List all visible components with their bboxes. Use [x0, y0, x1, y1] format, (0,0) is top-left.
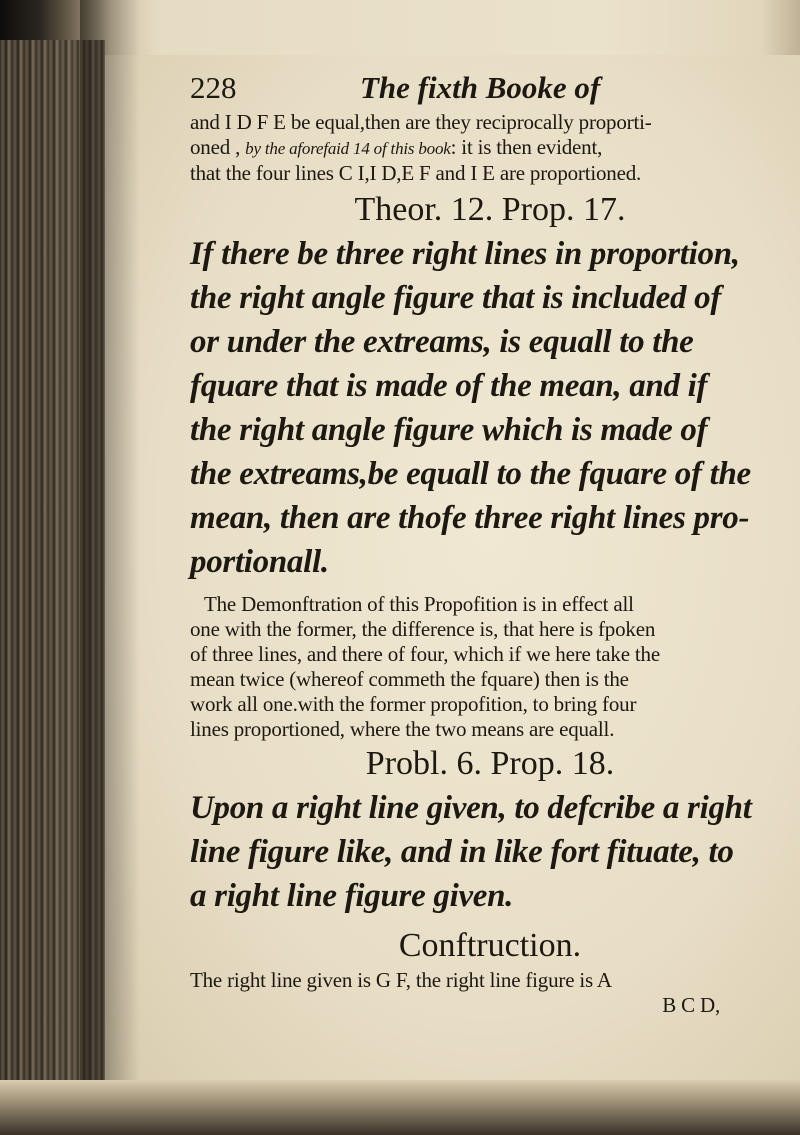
- problem-heading: Probl. 6. Prop. 18.: [365, 745, 615, 782]
- theorem-enunciation: [190, 232, 790, 584]
- enunciation-line: Upon a right line given, to defcribe a right: [190, 790, 752, 826]
- text-line: [190, 135, 790, 161]
- enunciation-line: line figure like, and in like fort fituate, to: [190, 834, 734, 870]
- text-line: one with the former, the difference is, that here is fpoken: [190, 617, 656, 641]
- page-number: 228: [190, 70, 237, 105]
- text-line: work all one.with the former propofition, to bring four: [190, 692, 637, 716]
- page-text: [190, 68, 790, 1018]
- text-line: of three lines, and there of four, which if we here take the: [190, 642, 660, 666]
- text-line: mean twice (whereof commeth the fquare) then is the: [190, 667, 629, 691]
- text-fragment: oned ,: [190, 135, 246, 159]
- enunciation-line: a right line figure given.: [190, 878, 514, 914]
- text-line: The Demonftration of this Propofition is in effect all: [204, 592, 634, 616]
- page-bottom-edge: [0, 1080, 800, 1135]
- enunciation-line: mean, then are thofe three right lines pro-: [190, 500, 750, 536]
- text-line: lines proportioned, where the two means are equall.: [190, 717, 615, 741]
- enunciation-line: the extreams,be equall to the fquare of the: [190, 456, 751, 492]
- catchword: B C D,: [662, 993, 720, 1017]
- enunciation-line: portionall.: [190, 544, 329, 580]
- enunciation-line: If there be three right lines in proportion,: [190, 236, 740, 272]
- running-head: The fixth Booke of: [360, 70, 601, 105]
- paragraph-1: [190, 110, 790, 186]
- page-header: [190, 68, 790, 108]
- enunciation-line: or under the extreams, is equall to the: [190, 324, 694, 360]
- enunciation-line: the right angle figure which is made of: [190, 412, 708, 448]
- problem-enunciation: [190, 786, 790, 918]
- demonstration-paragraph: [190, 592, 790, 742]
- text-fragment: : it is then evident,: [450, 135, 603, 159]
- text-line: that the four lines C I,I D,E F and I E are proportioned.: [190, 161, 642, 185]
- text-line: and I D F E be equal,then are they reciprocally proporti-: [190, 110, 652, 134]
- construction-line: The right line given is G F, the right line figure is A: [190, 968, 612, 992]
- enunciation-line: fquare that is made of the mean, and if: [190, 368, 708, 404]
- gutter-shadow: [80, 0, 140, 1135]
- theorem-heading: Theor. 12. Prop. 17.: [354, 191, 626, 228]
- italic-citation: by the aforefaid 14 of this book: [245, 139, 451, 158]
- enunciation-line: the right angle figure that is included of: [190, 280, 722, 316]
- construction-heading: Conftruction.: [398, 927, 582, 964]
